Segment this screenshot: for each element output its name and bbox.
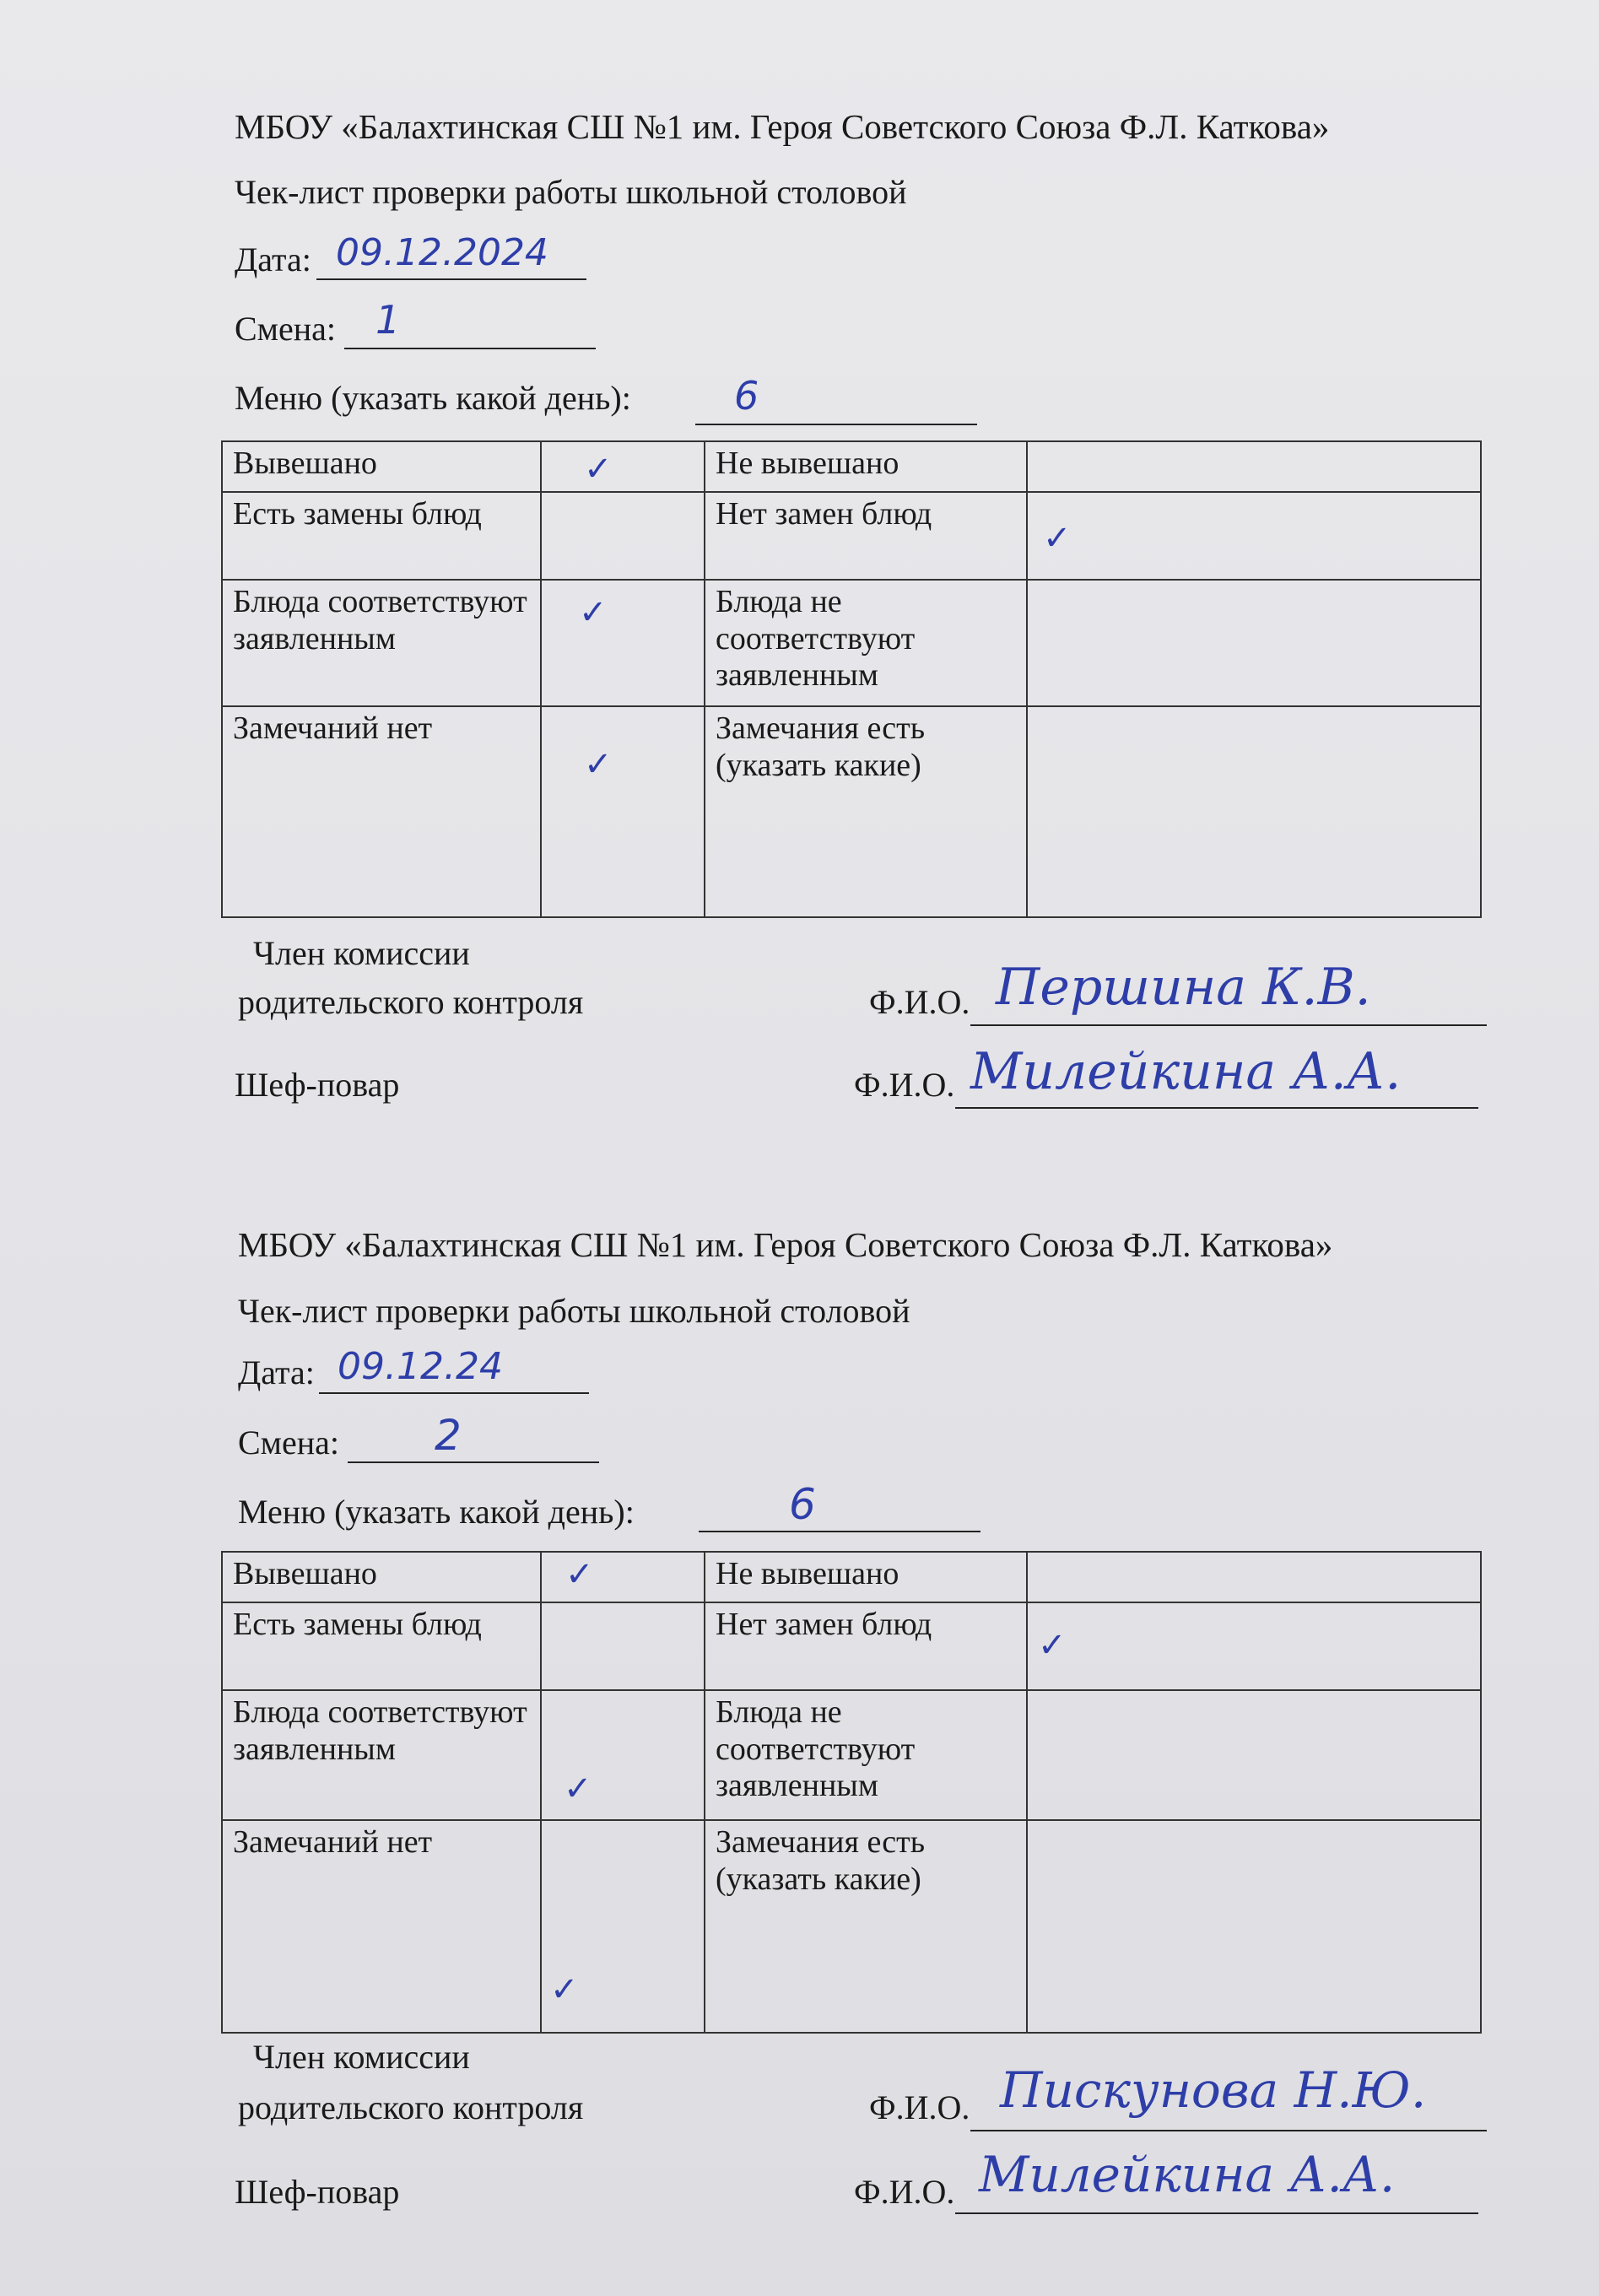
check-mark-icon: ✓ [584, 450, 613, 489]
fio-label: Ф.И.О. [854, 2173, 955, 2211]
check-cell[interactable] [1027, 1602, 1481, 1690]
check-cell[interactable] [1027, 1552, 1481, 1602]
school-name: МБОУ «Балахтинская СШ №1 им. Героя Советского Союза Ф.Л. Каткова» [235, 107, 1330, 146]
check-cell[interactable] [541, 1552, 705, 1602]
table-row [222, 1690, 1481, 1820]
member-label-2: родительского контроля [238, 2088, 584, 2126]
shift-value: 1 [375, 297, 401, 343]
check-cell[interactable] [541, 492, 705, 580]
check-cell[interactable] [541, 1602, 705, 1690]
menu-label: Меню (указать какой день): [238, 1493, 635, 1531]
check-mark-icon: ✓ [584, 745, 613, 784]
check-cell[interactable] [541, 580, 705, 706]
cell-label: Блюда не соответствуют заявленным [705, 1690, 1027, 1820]
check-mark-icon: ✓ [550, 1970, 579, 2009]
cell-label: Не вывешано [705, 1552, 1027, 1602]
check-cell[interactable] [1027, 492, 1481, 580]
cell-label: Блюда соответствуют заявленным [222, 1690, 541, 1820]
remarks-cell[interactable] [1027, 1820, 1481, 2033]
date-value: 09.12.2024 [336, 231, 548, 274]
menu-label: Меню (указать какой день): [235, 379, 631, 417]
shift-label: Смена: [238, 1424, 340, 1461]
fio-label: Ф.И.О. [869, 983, 970, 1021]
check-cell[interactable] [1027, 441, 1481, 492]
form-title: Чек-лист проверки работы школьной столовой [235, 173, 907, 211]
shift-field[interactable] [348, 1419, 599, 1463]
check-mark-icon: ✓ [579, 593, 608, 632]
fio-label: Ф.И.О. [854, 1066, 955, 1104]
check-mark-icon: ✓ [1038, 1626, 1067, 1665]
date-label: Дата: [238, 1353, 315, 1391]
member-label-1: Член комиссии [253, 2038, 470, 2076]
member-signature: Пискунова Н.Ю. [1000, 2061, 1427, 2119]
form-title: Чек-лист проверки работы школьной столовой [238, 1292, 910, 1330]
table-row [222, 1820, 1481, 2033]
table-row [222, 706, 1481, 917]
check-cell[interactable] [541, 441, 705, 492]
check-cell[interactable] [541, 1690, 705, 1820]
remarks-cell[interactable] [1027, 706, 1481, 917]
cell-label: Замечаний нет [222, 706, 541, 917]
menu-value: 6 [734, 373, 759, 419]
fio-label: Ф.И.О. [869, 2088, 970, 2126]
menu-field[interactable] [699, 1488, 980, 1532]
cell-label: Есть замены блюд [222, 492, 541, 580]
chef-signature: Милейкина А.А. [979, 2146, 1396, 2203]
checklist-table [221, 1551, 1482, 2034]
check-mark-icon: ✓ [565, 1555, 594, 1594]
table-row [222, 1602, 1481, 1690]
cell-label: Нет замен блюд [705, 1602, 1027, 1690]
shift-label: Смена: [235, 310, 337, 348]
cell-label: Вывешано [222, 441, 541, 492]
member-label-1: Член комиссии [253, 934, 470, 972]
cell-label: Блюда соответствуют заявленным [222, 580, 541, 706]
table-row [222, 580, 1481, 706]
check-mark-icon: ✓ [1043, 519, 1072, 558]
cell-label: Замечания есть (указать какие) [705, 1820, 1027, 2033]
chef-label: Шеф-повар [235, 2173, 400, 2211]
cell-label: Нет замен блюд [705, 492, 1027, 580]
check-cell[interactable] [1027, 580, 1481, 706]
check-cell[interactable] [541, 1820, 705, 2033]
check-mark-icon: ✓ [564, 1769, 592, 1808]
table-row [222, 441, 1481, 492]
menu-value: 6 [789, 1480, 816, 1529]
cell-label: Замечания есть (указать какие) [705, 706, 1027, 917]
school-name: МБОУ «Балахтинская СШ №1 им. Героя Советского Союза Ф.Л. Каткова» [238, 1225, 1333, 1264]
cell-label: Замечаний нет [222, 1820, 541, 2033]
member-signature: Першина К.В. [996, 958, 1371, 1017]
table-row [222, 492, 1481, 580]
chef-label: Шеф-повар [235, 1066, 400, 1104]
cell-label: Не вывешано [705, 441, 1027, 492]
shift-value: 2 [435, 1411, 462, 1460]
chef-signature: Милейкина А.А. [970, 1042, 1402, 1101]
date-label: Дата: [235, 240, 311, 278]
cell-label: Вывешано [222, 1552, 541, 1602]
check-cell[interactable] [541, 706, 705, 917]
checklist-table [221, 440, 1482, 918]
cell-label: Есть замены блюд [222, 1602, 541, 1690]
date-value: 09.12.24 [338, 1345, 503, 1388]
member-label-2: родительского контроля [238, 983, 584, 1021]
check-cell[interactable] [1027, 1690, 1481, 1820]
table-row [222, 1552, 1481, 1602]
cell-label: Блюда не соответствуют заявленным [705, 580, 1027, 706]
